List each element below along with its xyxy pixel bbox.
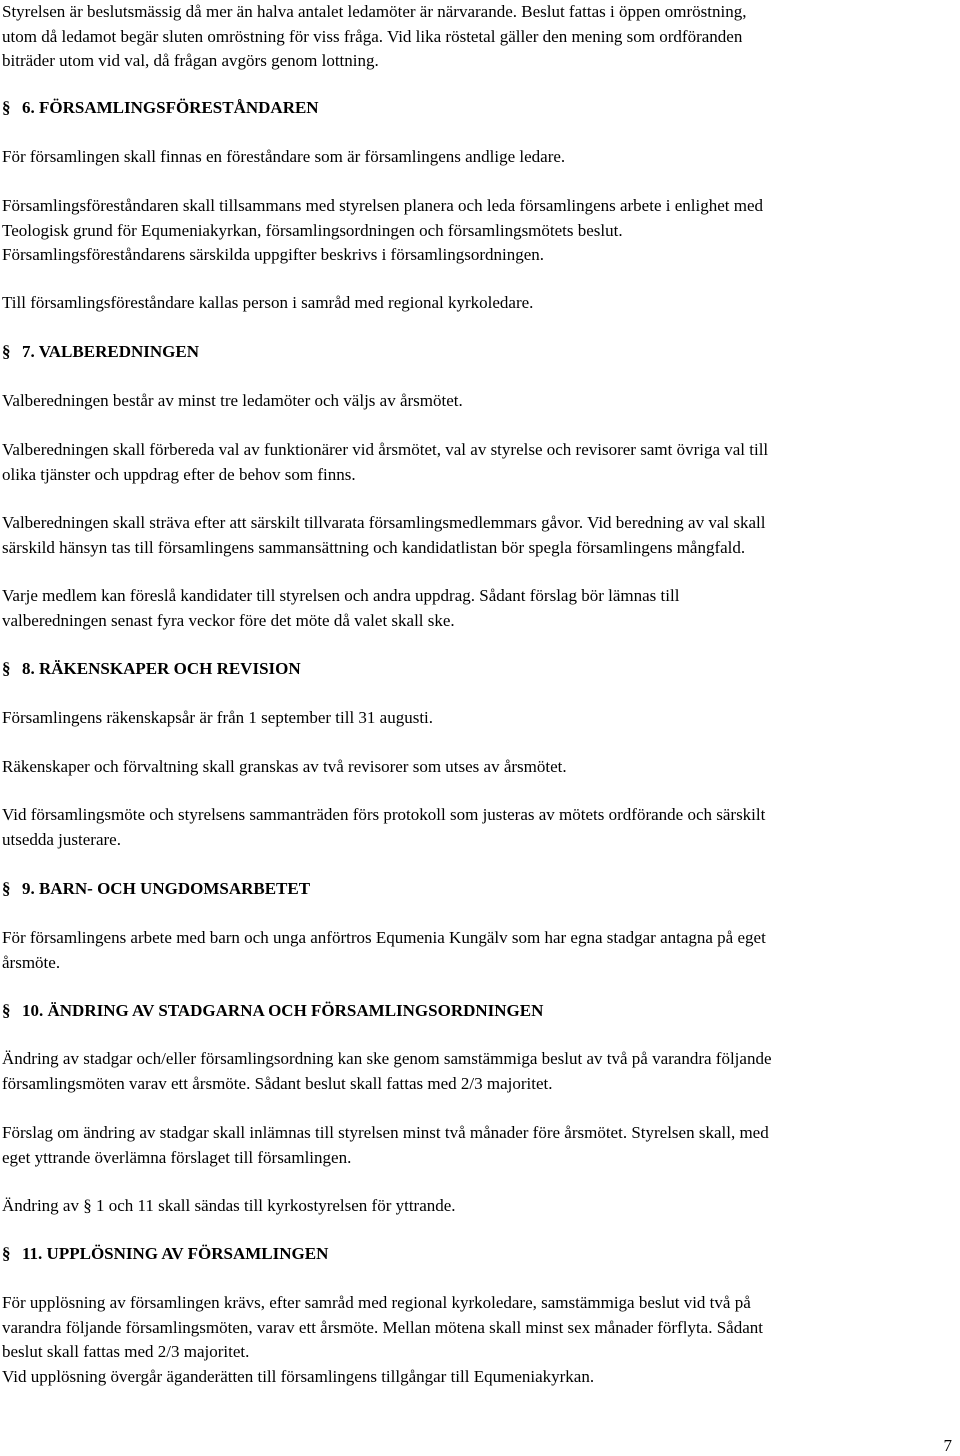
paragraph (2, 584, 679, 633)
paragraph (2, 511, 765, 560)
paragraph: För församlingen skall finnas en föreståndare som är församlingens andlige ledare. (2, 147, 566, 166)
intro-paragraph (2, 0, 746, 74)
section-title: 11. UPPLÖSNING AV FÖRSAMLINGEN (22, 1244, 329, 1263)
text-line: Teologisk grund för Equmeniakyrkan, församlingsordningen och församlingsmötets beslut. (2, 220, 623, 240)
text-line: Vid upplösning övergår äganderätten till församlingens tillgångar till Equmeniakyrkan. (2, 1366, 595, 1386)
paragraph (2, 1121, 769, 1170)
section-title: 10. ÄNDRING AV STADGARNA OCH FÖRSAMLINGSORDNINGEN (22, 1001, 544, 1020)
text-line: utom då ledamot begär sluten omröstning för viss fråga. Vid lika röstetal gäller den mening som ordföranden (2, 26, 743, 46)
section-title: 9. BARN- OCH UNGDOMSARBETET (22, 879, 311, 898)
paragraph: Valberedningen består av minst tre ledamöter och väljs av årsmötet. (2, 391, 463, 410)
text-line: Församlingsföreståndarens särskilda uppgifter beskrivs i församlingsordningen. (2, 245, 545, 264)
section-symbol: § (2, 1001, 11, 1020)
text-line: Varje medlem kan föreslå kandidater till styrelsen och andra uppdrag. Sådant förslag bör lämnas till (2, 586, 680, 605)
paragraph: Ändring av § 1 och 11 skall sändas till kyrkostyrelsen för yttrande. (2, 1196, 456, 1215)
section-symbol: § (2, 98, 11, 117)
text-line: Valberedningen skall sträva efter att särskilt tillvarata församlingsmedlemmars gåvor. Vid beredning av val skall (2, 513, 766, 532)
page-number: 7 (943, 1436, 952, 1455)
section-heading (2, 1242, 328, 1267)
text-line: församlingsmöten varav ett årsmöte. Sådant beslut skall fattas med 2/3 majoritet. (2, 1073, 553, 1093)
paragraph (2, 438, 768, 487)
paragraph (2, 803, 765, 852)
text-line: Valberedningen skall förbereda val av funktionärer vid årsmötet, val av styrelse och revisorer samt övriga val till (2, 440, 769, 459)
text-line: valberedningen senast fyra veckor före det möte då valet skall ske. (2, 610, 455, 630)
text-line: varandra följande församlingsmöten, varav ett årsmöte. Mellan mötena skall minst sex månader förflyta. Sådant (2, 1317, 763, 1337)
paragraph: Församlingens räkenskapsår är från 1 september till 31 augusti. (2, 708, 434, 727)
paragraph: Räkenskaper och förvaltning skall granskas av två revisorer som utses av årsmötet. (2, 757, 567, 776)
text-line: eget yttrande överlämna förslaget till församlingen. (2, 1147, 352, 1167)
paragraph (2, 194, 763, 268)
text-line: beslut skall fattas med 2/3 majoritet. (2, 1342, 250, 1361)
section-symbol: § (2, 659, 11, 678)
section-heading (2, 999, 543, 1024)
text-line: olika tjänster och uppdrag efter de behov som finns. (2, 464, 356, 484)
text-line: Förslag om ändring av stadgar skall inlämnas till styrelsen minst två månader före årsmötet. Styrelsen skall, med (2, 1123, 769, 1142)
section-symbol: § (2, 342, 11, 361)
text-line: Vid församlingsmöte och styrelsens sammanträden förs protokoll som justeras av mötets ordförande och särskilt (2, 805, 766, 824)
paragraph (2, 1047, 772, 1096)
text-line: Styrelsen är beslutsmässig då mer än halva antalet ledamöter är närvarande. Beslut fattas i öppen omröstning, (2, 2, 747, 21)
text-line: Ändring av stadgar och/eller församlingsordning kan ske genom samstämmiga beslut av två på varandra följande (2, 1049, 772, 1068)
section-heading (2, 877, 310, 902)
paragraph (2, 926, 766, 975)
section-title: 7. VALBEREDNINGEN (22, 342, 199, 361)
text-line: För upplösning av församlingen krävs, efter samråd med regional kyrkoledare, samstämmiga beslut vid två på (2, 1293, 751, 1312)
section-symbol: § (2, 879, 11, 898)
section-heading (2, 657, 301, 682)
section-title: 8. RÄKENSKAPER OCH REVISION (22, 659, 301, 678)
section-title: 6. FÖRSAMLINGSFÖRESTÅNDAREN (22, 98, 319, 117)
paragraph (2, 1291, 763, 1389)
section-heading (2, 96, 319, 121)
section-heading (2, 340, 199, 365)
section-symbol: § (2, 1244, 11, 1263)
text-line: Församlingsföreståndaren skall tillsammans med styrelsen planera och leda församlingens arbete i enlighet med (2, 196, 763, 215)
text-line: biträder utom vid val, då frågan avgörs genom lottning. (2, 51, 379, 70)
text-line: För församlingens arbete med barn och unga anförtros Equmenia Kungälv som har egna stadgar antagna på eget (2, 928, 766, 947)
text-line: årsmöte. (2, 952, 61, 972)
text-line: särskild hänsyn tas till församlingens sammansättning och kandidatlistan bör spegla församlingens mångfald. (2, 537, 746, 557)
text-line: utsedda justerare. (2, 829, 121, 849)
paragraph: Till församlingsföreståndare kallas person i samråd med regional kyrkoledare. (2, 293, 534, 312)
